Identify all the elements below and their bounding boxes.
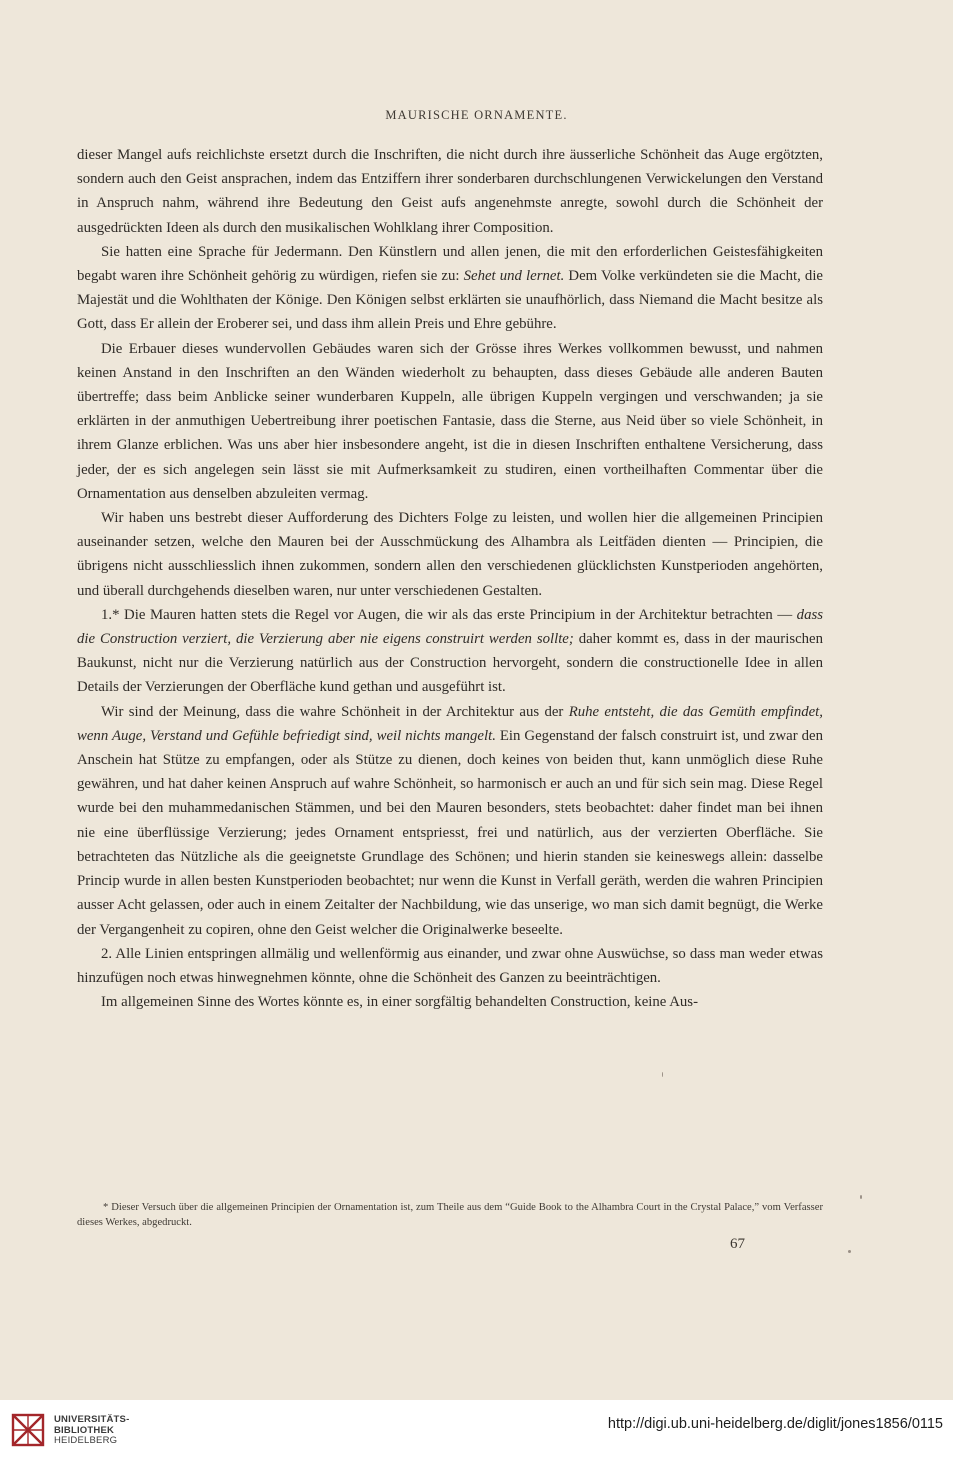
paragraph bbox=[77, 337, 823, 506]
text-run: Ein Gegenstand der falsch construirt ist, und zwar den Anschein hat Stütze zu empfangen, oder als Stütze zu dienen, doch keines von beiden thut, kann unmöglich diese Ruhe gewähren, und hat daher keinen Anspruch auf wahre Schönheit, so harmonisch er auch an und für sich sein mag. Diese Regel wurde bei den muhammedanischen Stämmen, und bei den Mauren besonders, stets beobachtet: daher findet man bei ihnen nie eine überflüssige Verzierung; jedes Ornament entspriesst, frei und natürlich, aus der verzierten Oberfläche. Sie betrachteten das Nützliche als die geeignetste Grundlage des Schönen; und hierin standen sie keineswegs allein: dasselbe Princip wurde in allen besten Kunstperioden beobachtet; nur wenn die Kunst in Verfall geräth, werden die wahren Principien ausser Acht gelassen, oder auch in einem Zeitalter der Nachbildung, wie das unserige, wo man sich damit begnügt, die Werke der Vergangenheit zu copiren, ohne den Geist welcher die Originalwerke beseelte. bbox=[77, 727, 823, 938]
institution-line: UNIVERSITÄTS- bbox=[54, 1414, 130, 1425]
running-header: MAURISCHE ORNAMENTE. bbox=[385, 108, 568, 122]
paragraph bbox=[77, 603, 823, 700]
text-run: 2. Alle Linien entspringen allmälig und wellenförmig aus einander, und zwar ohne Auswüchse, so dass man weder etwas hinzufügen noch etwas hinwegnehmen könnte, ohne die Schönheit des Ganzen zu beeinträchtigen. bbox=[77, 945, 823, 986]
footnote: * Dieser Versuch über die allgemeinen Principien der Ornamentation ist, zum Theile aus dem “Guide Book to the Alhambra Court in the Crystal Palace,” vom Verfasser dieses Werkes, abgedruckt. bbox=[77, 1202, 823, 1228]
institution-line: BIBLIOTHEK bbox=[54, 1424, 115, 1436]
italic-text: dass die Construction verziert, die Verzierung aber nie eigens construirt werden sollte; bbox=[77, 606, 823, 648]
paper-speck bbox=[848, 1250, 851, 1253]
university-library-logo-icon bbox=[10, 1412, 46, 1448]
paragraph bbox=[77, 506, 823, 603]
italic-text: Ruhe entsteht, die das Gemüth empfindet, wenn Auge, Verstand und Gefühle befriedigt sind, weil nichts mangelt. bbox=[77, 703, 823, 744]
paper-speck bbox=[662, 1072, 663, 1077]
viewer-footer bbox=[0, 1400, 953, 1472]
paragraph bbox=[77, 240, 823, 337]
text-run: Wir sind der Meinung, dass die wahre Schönheit in der Architektur aus der bbox=[101, 703, 569, 720]
paper-speck bbox=[860, 1195, 862, 1199]
text-run: Sie hatten eine Sprache für Jedermann. Den Künstlern und allen jenen, die mit den erforderlichen Geistesfähigkeiten begabt waren ihre Schönheit gehörig zu würdigen, riefen sie zu: bbox=[77, 243, 823, 285]
body-text bbox=[77, 143, 823, 1014]
text-run: dieser Mangel aufs reichlichste ersetzt durch die Inschriften, die nicht durch ihre äusserliche Schönheit das Auge ergötzten, sondern auch den Geist ansprachen, indem das Entziffern ihrer sonderbaren durchschlungenen Verwickelungen den Verstand in Anspruch nahm, während ihre Bedeutung den Geist aufs angenehmste anregte, sowohl durch die Schönheit der ausgedrückten Ideen als durch den musikalischen Wohlklang ihrer Composition. bbox=[77, 147, 823, 236]
page-number: 67 bbox=[730, 1236, 745, 1252]
paragraph bbox=[77, 942, 823, 990]
text-run: Dem Volke verkündeten sie die Macht, die Majestät und die Wohlthaten der Könige. Den Königen selbst erklärten sie unaufhörlich, dass Niemand die Macht besitze als Gott, dass Er allein der Eroberer sei, und dass ihm allein Preis und Ehre gebühre. bbox=[77, 268, 823, 333]
institution-line: HEIDELBERG bbox=[54, 1435, 118, 1446]
text-run: daher kommt es, dass in der maurischen Baukunst, nicht nur die Verzierung natürlich aus der Construction hervorgeht, sondern die constructionelle Idee in allen Details der Verzierungen der Oberfläche kund gethan und ausgeführt ist. bbox=[77, 631, 824, 696]
italic-text: Sehet und lernet. bbox=[463, 268, 565, 285]
institution-name bbox=[54, 1415, 129, 1447]
text-run: Die Erbauer dieses wundervollen Gebäudes waren sich der Grösse ihres Werkes vollkommen bewusst, und nahmen keinen Anstand in den Inschriften an den Wänden wiederholt zu behaupten, dass dieses Gebäude alle anderen Bauten übertreffe; dass beim Anblicke seiner wunderbaren Kuppeln, alle übrigen Kuppeln vergingen und verschwanden; ja sie erklärten in der anmuthigen Uebertreibung ihrer poetischen Fantasie, dass die Sterne, aus Neid über so viele Schönheit, in ihrem Glanze erblichen. Was uns aber hier insbesondere angeht, ist die in diesen Inschriften enthaltene Versicherung, dass jeder, der es sich angelegen sein lässt sie mit Aufmerksamkeit zu studiren, einen vortheilhaften Commentar über die Ornamentation aus denselben abzuleiten vermag. bbox=[77, 340, 823, 502]
paragraph bbox=[77, 700, 823, 942]
permalink-url[interactable]: http://digi.ub.uni-heidelberg.de/diglit/jones1856/0115 bbox=[607, 1416, 943, 1432]
paragraph bbox=[77, 143, 823, 240]
text-run: 1.* Die Mauren hatten stets die Regel vor Augen, die wir als das erste Principium in der Architektur betrachten — bbox=[101, 606, 797, 623]
text-run: Im allgemeinen Sinne des Wortes könnte es, in einer sorgfältig behandelten Construction, keine Aus- bbox=[101, 994, 698, 1011]
paragraph bbox=[77, 990, 823, 1014]
text-run: Wir haben uns bestrebt dieser Aufforderung des Dichters Folge zu leisten, und wollen hier die allgemeinen Principien auseinander setzen, welche den Mauren bei der Ausschmückung des Alhambra als Leitfäden dienten — Principien, die übrigens nicht ausschliesslich ihnen zukommen, sondern allen den verschiedenen glücklichsten Kunstperioden angehörten, und überall durchgehends dieselben waren, nur unter verschiedenen Gestalten. bbox=[77, 510, 823, 599]
